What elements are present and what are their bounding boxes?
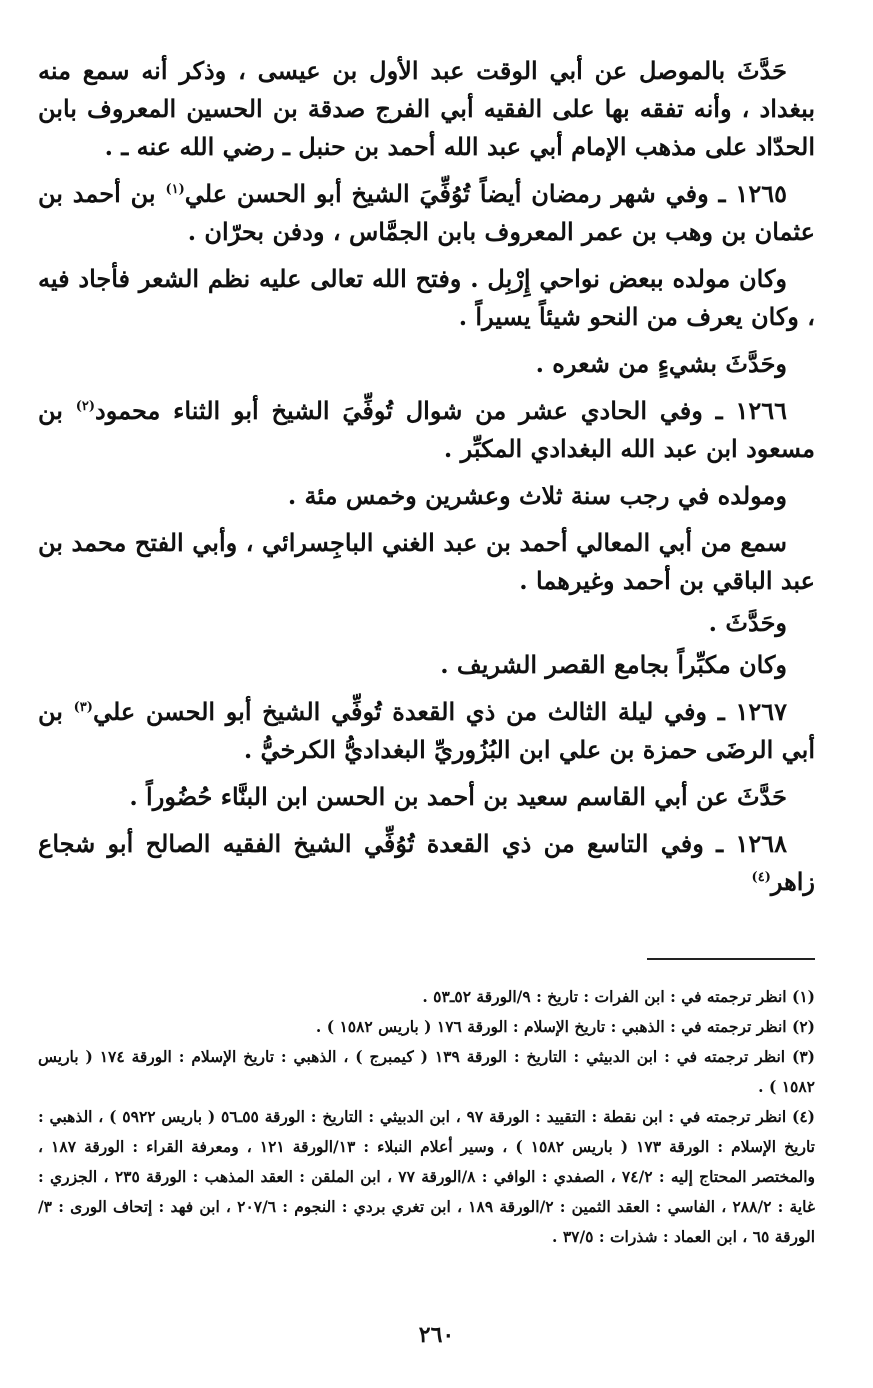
paragraph-text: حَدَّثَ عن أبي القاسم سعيد بن أحمد بن الحسن ابن البنَّاء حُضُوراً . xyxy=(129,782,787,811)
paragraph-text: وحَدَّثَ . xyxy=(708,608,787,637)
footnote-1: (١) انظر ترجمته في : ابن الفرات : تاريخ : ٩/الورقة ٥٢ـ٥٣ . xyxy=(422,987,815,1006)
paragraph-text: ١٢٦٨ ـ وفي التاسع من ذي القعدة تُوُفِّي الشيخ الفقيه الصالح أبو شجاع زاهر xyxy=(38,829,815,896)
footnote-4: (٤) انظر ترجمته في : ابن نقطة : التقييد : الورقة ٩٧ ، ابن الدبيثي : التاريخ : الورقة ٥٥ـ٥٦ ( باريس ٥٩٢٢ ) ، الذهبي : تاريخ الإسلام : الورقة ١٧٣ ( باريس ١٥٨٢ ) ، وسير أعلام النبلاء : ١٣/الورقة ١٢١ ، ومعرفة القراء : الورقة ١٨٧ ، والمختصر المحتاج إليه : ٧٤/٢ ، الصفدي : الوافي : ٨/الورقة ٧٧ ، ابن الملقن : العقد المذهب : الورقة ٢٣٥ ، الجزري : غاية : ٢٨٨/٢ ، الفاسي : العقد الثمين : ٢/الورقة ١٨٩ ، ابن تغري بردي : النجوم : ٢٠٧/٦ ، ابن فهد : إتحاف الورى : ٣/الورقة ٦٥ ، ابن العماد : شذرات : ٣٧/٥ . xyxy=(38,1107,816,1246)
footnote-2: (٢) انظر ترجمته في : الذهبي : تاريخ الإسلام : الورقة ١٧٦ ( باريس ١٥٨٢ ) . xyxy=(315,1017,815,1036)
paragraph-text: بن أحمد بن عثمان بن وهب بن عمر المعروف بابن الجمَّاس ، ودفن بحرّان . xyxy=(38,179,815,246)
footnote-ref[interactable]: (٤) xyxy=(751,870,771,885)
footnotes xyxy=(38,982,815,1252)
paragraph xyxy=(38,477,815,515)
footnote-3: (٣) انظر ترجمته في : ابن الدبيثي : التاريخ : الورقة ١٣٩ ( كيمبرج ) ، الذهبي : تاريخ الإسلام : الورقة ١٧٤ ( باريس ١٥٨٢ ) . xyxy=(38,1047,815,1096)
paragraph xyxy=(38,646,815,684)
paragraph xyxy=(38,260,815,336)
paragraph-text: حَدَّثَ بالموصل عن أبي الوقت عبد الأول بن عيسى ، وذكر أنه سمع منه ببغداد ، وأنه تفقه بها على الفقيه أبي الفرج صدقة بن الحسين المعروف بابن الحدّاد على مذهب الإمام أبي عبد الله أحمد بن حنبل ـ رضي الله عنه ـ . xyxy=(38,56,815,161)
paragraph-text: بن أبي الرضَى حمزة بن علي ابن البُزُوريِّ البغداديُّ الكرخيُّ . xyxy=(38,697,815,764)
paragraph-text: بن مسعود ابن عبد الله البغدادي المكبِّر . xyxy=(38,396,815,463)
paragraph-text: وكان مولده ببعض نواحي إِرْبِل . وفتح الله تعالى عليه نظم الشعر فأجاد فيه ، وكان يعرف من النحو شيئاً يسيراً . xyxy=(38,264,815,331)
paragraph-text: وكان مكبِّراً بجامع القصر الشريف . xyxy=(440,650,787,679)
entry-1267 xyxy=(38,693,815,769)
paragraph-text: سمع من أبي المعالي أحمد بن عبد الغني الباجِسرائي ، وأبي الفتح محمد بن عبد الباقي بن أحمد وغيرهما . xyxy=(38,528,815,595)
entry-1266 xyxy=(38,392,815,468)
paragraph-text: وحَدَّثَ بشيءٍ من شعره . xyxy=(535,349,787,378)
paragraph-text: ١٢٦٥ ـ وفي شهر رمضان أيضاً تُوُفِّيَ الشيخ أبو الحسن علي xyxy=(184,179,787,208)
paragraph xyxy=(38,604,815,642)
paragraph xyxy=(38,524,815,600)
main-text xyxy=(38,52,815,910)
paragraph xyxy=(38,778,815,816)
footnote-ref[interactable]: (١) xyxy=(165,182,185,197)
paragraph xyxy=(38,52,815,166)
entry-1268 xyxy=(38,825,815,901)
paragraph-text: ١٢٦٦ ـ وفي الحادي عشر من شوال تُوفِّيَ الشيخ أبو الثناء محمود xyxy=(95,396,787,425)
page-number: ٢٦٠ xyxy=(418,1322,455,1348)
footnote-ref[interactable]: (٢) xyxy=(75,399,96,414)
paragraph-text: ١٢٦٧ ـ وفي ليلة الثالث من ذي القعدة تُوفِّي الشيخ أبو الحسن علي xyxy=(92,697,787,726)
footnote-ref[interactable]: (٣) xyxy=(73,700,93,715)
paragraph-text: ومولده في رجب سنة ثلاث وعشرين وخمس مئة . xyxy=(287,481,787,510)
entry-1265 xyxy=(38,175,815,251)
footnote-divider xyxy=(647,958,815,960)
paragraph xyxy=(38,345,815,383)
